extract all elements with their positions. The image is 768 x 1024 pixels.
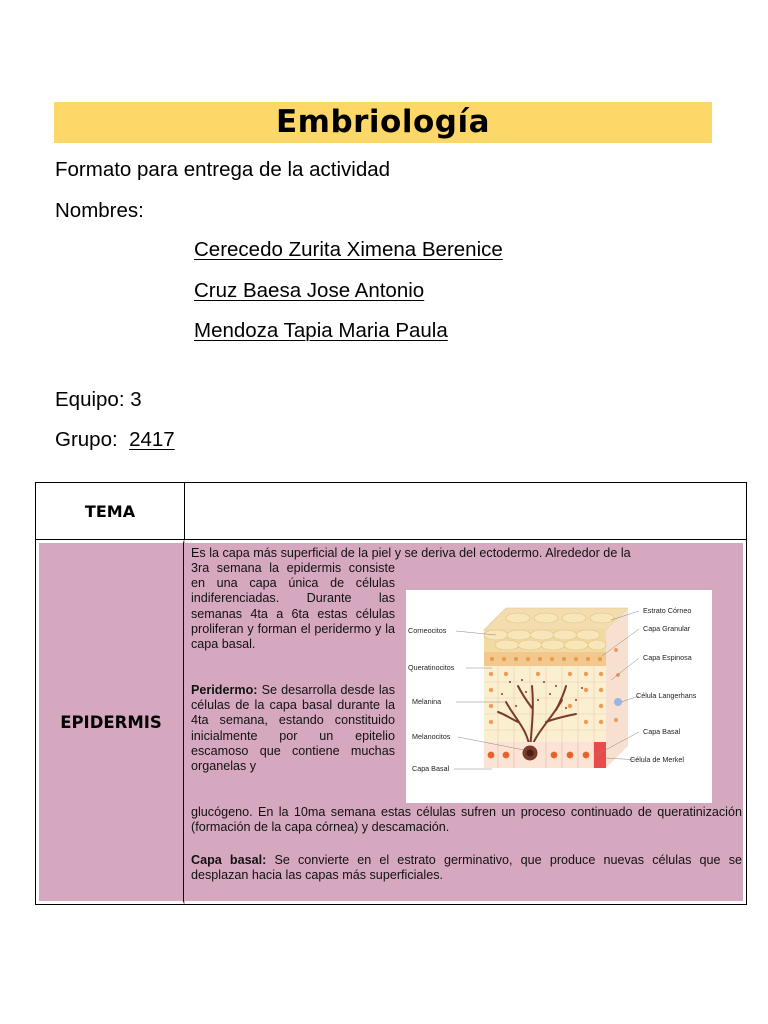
label-queratinocitos: Queratinocitos bbox=[408, 663, 455, 672]
table-header-row bbox=[36, 483, 746, 540]
peridermo-label: Peridermo: bbox=[191, 683, 258, 697]
langerhans-cell bbox=[614, 698, 622, 706]
header-topic-label: TEMA bbox=[84, 501, 136, 521]
epidermis-diagram bbox=[406, 590, 712, 803]
paragraph-capa-basal bbox=[191, 853, 742, 883]
group-value: 2417 bbox=[129, 428, 175, 451]
label-celula-langerhans: Célula Langerhans bbox=[636, 691, 697, 700]
paragraph-peridermo-cont: glucógeno. En la 10ma semana estas células sufren un proceso continuado de queratinización (formación de la capa córnea) y descamación. bbox=[191, 805, 742, 835]
label-estrato-corneo: Estrato Córneo bbox=[643, 606, 692, 615]
header-right-cell bbox=[185, 483, 746, 539]
capa-basal-text: Se convierte en el estrato germinativo, que produce nuevas células que se desplazan hacia las capas más superficiales. bbox=[191, 853, 742, 883]
subtitle: Formato para entrega de la actividad bbox=[55, 158, 391, 181]
team-label: Equipo: 3 bbox=[55, 388, 142, 411]
row-topic-label: EPIDERMIS bbox=[60, 712, 162, 732]
header-topic-cell bbox=[36, 483, 185, 539]
paragraph-intro-rest: 3ra semana la epidermis consiste en una capa única de células indiferenciadas. Durante las semanas 4ta a 6ta estas células proliferan y forman el peridermo y la capa basal. bbox=[191, 561, 395, 652]
label-melanocitos: Melanocitos bbox=[412, 732, 451, 741]
name-3: Mendoza Tapia Maria Paula bbox=[194, 319, 448, 342]
label-melanina: Melanina bbox=[412, 697, 442, 706]
name-2: Cruz Baesa Jose Antonio bbox=[194, 279, 425, 302]
names-label: Nombres: bbox=[55, 199, 144, 222]
paragraph-intro-line: Es la capa más superficial de la piel y se deriva del ectodermo. Alrededor de la bbox=[191, 546, 631, 560]
label-capa-espinosa: Capa Espinosa bbox=[643, 653, 692, 662]
group-line bbox=[55, 430, 175, 451]
melanocyte-nucleus bbox=[527, 750, 534, 757]
row-topic-cell bbox=[36, 540, 184, 904]
table-row bbox=[36, 540, 746, 904]
label-celula-merkel: Célula de Merkel bbox=[630, 755, 684, 764]
capa-basal-label: Capa basal: bbox=[191, 853, 267, 867]
label-capa-basal-left: Capa Basal bbox=[412, 764, 450, 773]
topic-table bbox=[35, 482, 747, 905]
peridermo-text: Se desarrolla desde las células de la capa basal durante la 4ta semana, estando constituido inicialmente por un epitelio escamoso que contiene muchas organelas y bbox=[191, 683, 395, 774]
name-1: Cerecedo Zurita Ximena Berenice bbox=[194, 238, 503, 261]
label-capa-granular: Capa Granular bbox=[643, 624, 691, 633]
epidermis-diagram-svg bbox=[406, 590, 712, 803]
label-corneocitos: Corneocitos bbox=[408, 626, 447, 635]
document-title: Embriología bbox=[275, 104, 491, 140]
row-content-cell bbox=[185, 540, 746, 904]
paragraph-peridermo bbox=[191, 683, 395, 774]
group-label: Grupo: bbox=[55, 428, 118, 451]
title-banner bbox=[54, 102, 712, 143]
label-capa-basal-right: Capa Basal bbox=[643, 727, 681, 736]
merkel-cell bbox=[594, 742, 606, 768]
